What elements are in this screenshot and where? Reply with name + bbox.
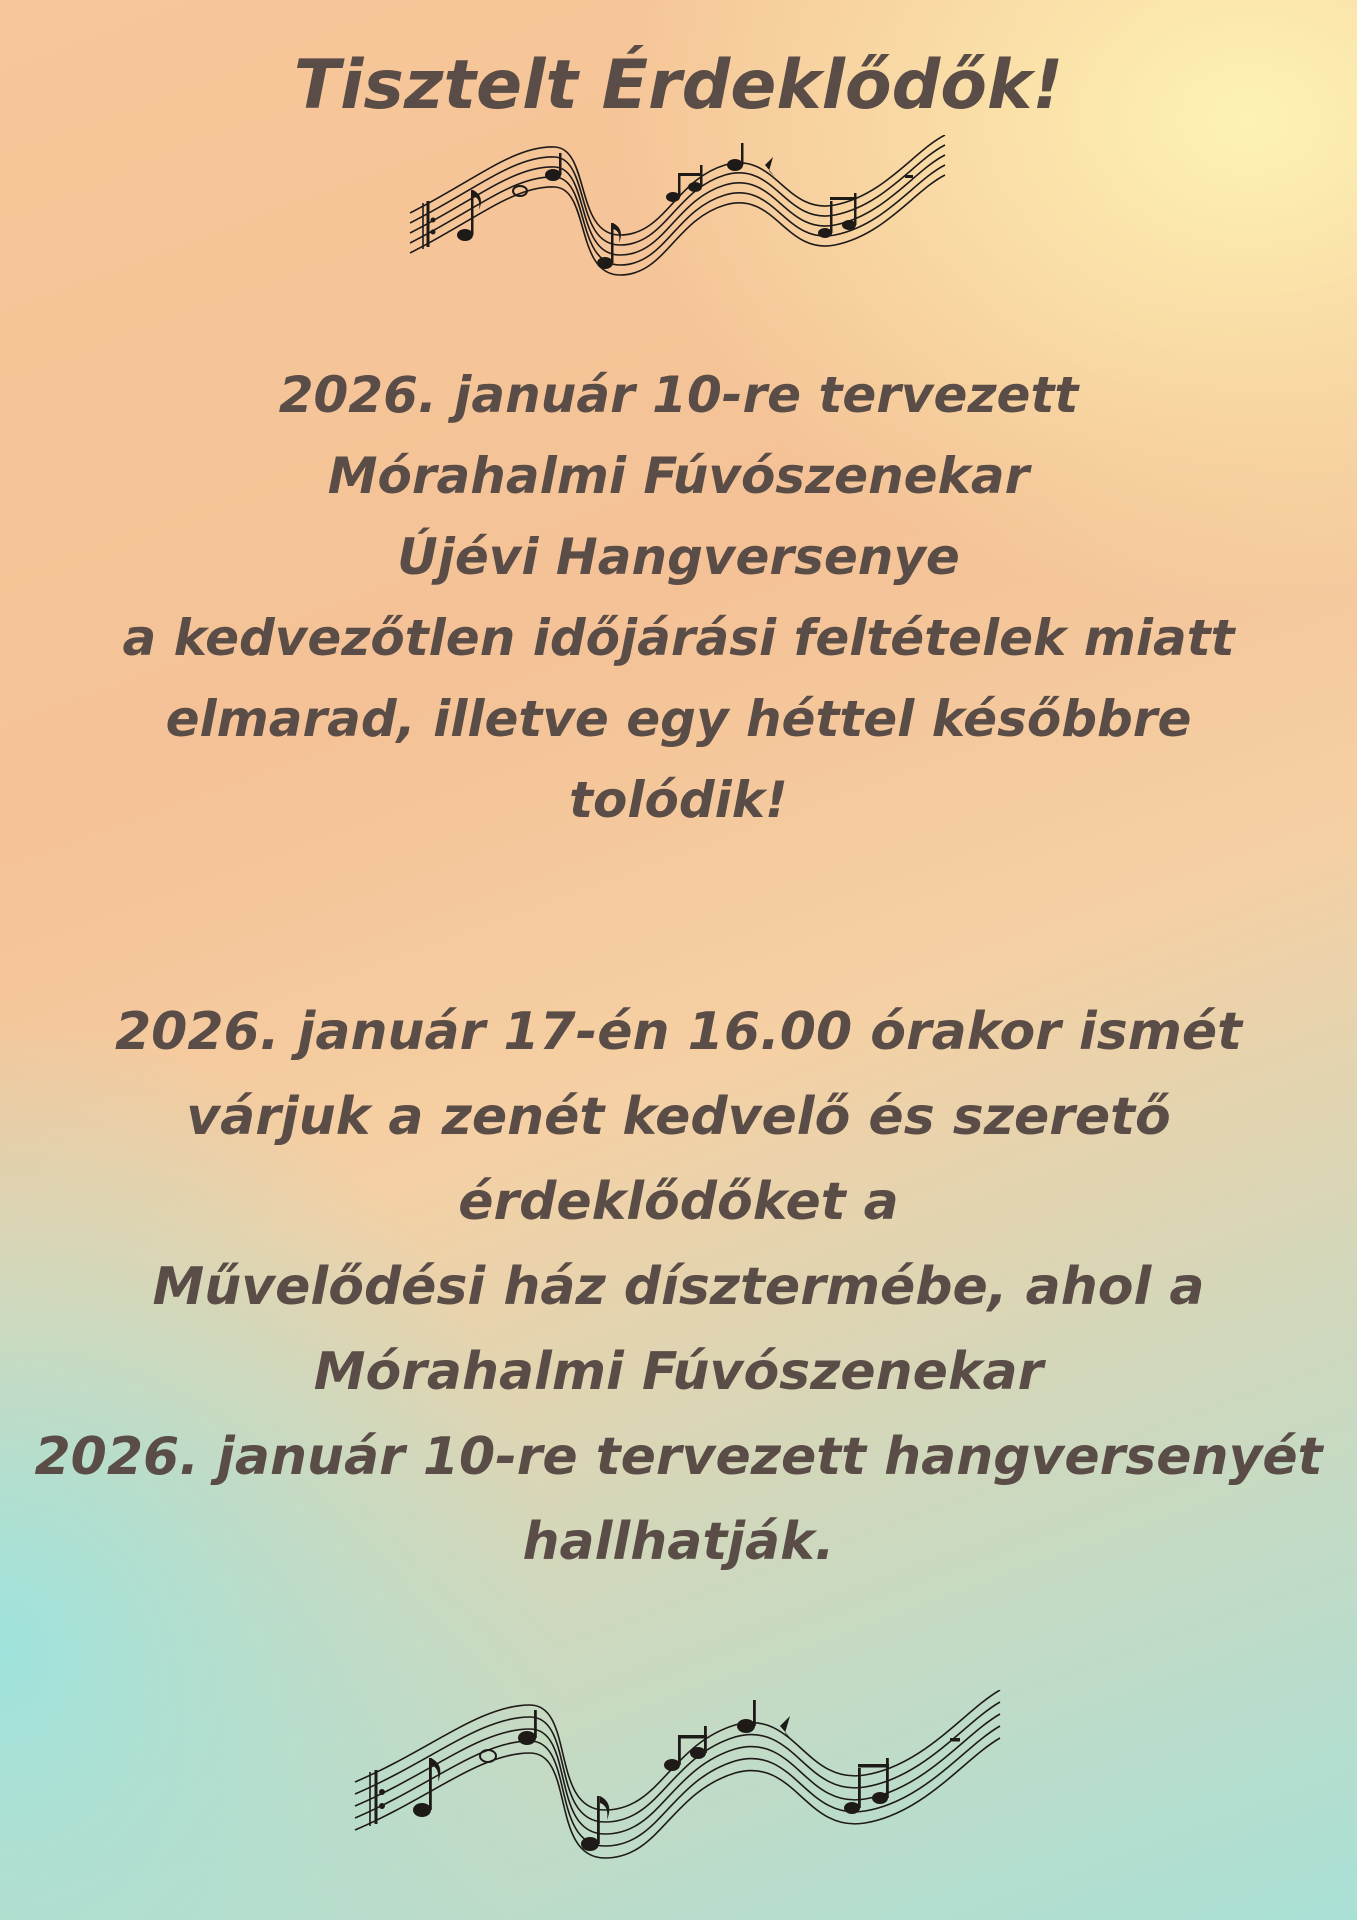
notice-line: Újévi Hangversenye bbox=[397, 528, 960, 586]
notice-line-emphasis: elmarad, illetve egy héttel későbbre bbox=[165, 690, 1192, 748]
new-date: 2026. január 17-én 16.00 órakor bbox=[114, 1002, 1061, 1062]
cancellation-notice bbox=[0, 355, 1357, 841]
invite-line: hallhatják. bbox=[522, 1512, 835, 1572]
invite-line: 2026. január 10-re tervezett hangversenyét bbox=[34, 1427, 1323, 1487]
invite-line: Művelődési ház dísztermébe, ahol a bbox=[152, 1257, 1205, 1317]
notice-line: a kedvezőtlen időjárási feltételek miatt bbox=[122, 609, 1235, 667]
notice-line: Mórahalmi Fúvószenekar bbox=[327, 447, 1030, 505]
music-staff-icon bbox=[405, 135, 950, 285]
invite-line: várjuk a zenét kedvelő és szerető bbox=[186, 1087, 1171, 1147]
invite-line: Mórahalmi Fúvószenekar bbox=[313, 1342, 1044, 1402]
new-date-invitation bbox=[0, 990, 1357, 1585]
invite-line: 2026. január 17-én 16.00 órakor ismét bbox=[114, 1002, 1243, 1062]
music-staff-icon bbox=[350, 1690, 1005, 1870]
notice-line: 2026. január 10-re tervezett bbox=[278, 366, 1079, 424]
page-title: Tisztelt Érdeklődők! bbox=[293, 46, 1064, 125]
invite-line: érdeklődőket a bbox=[458, 1172, 899, 1232]
notice-line-emphasis: tolódik! bbox=[569, 771, 788, 829]
